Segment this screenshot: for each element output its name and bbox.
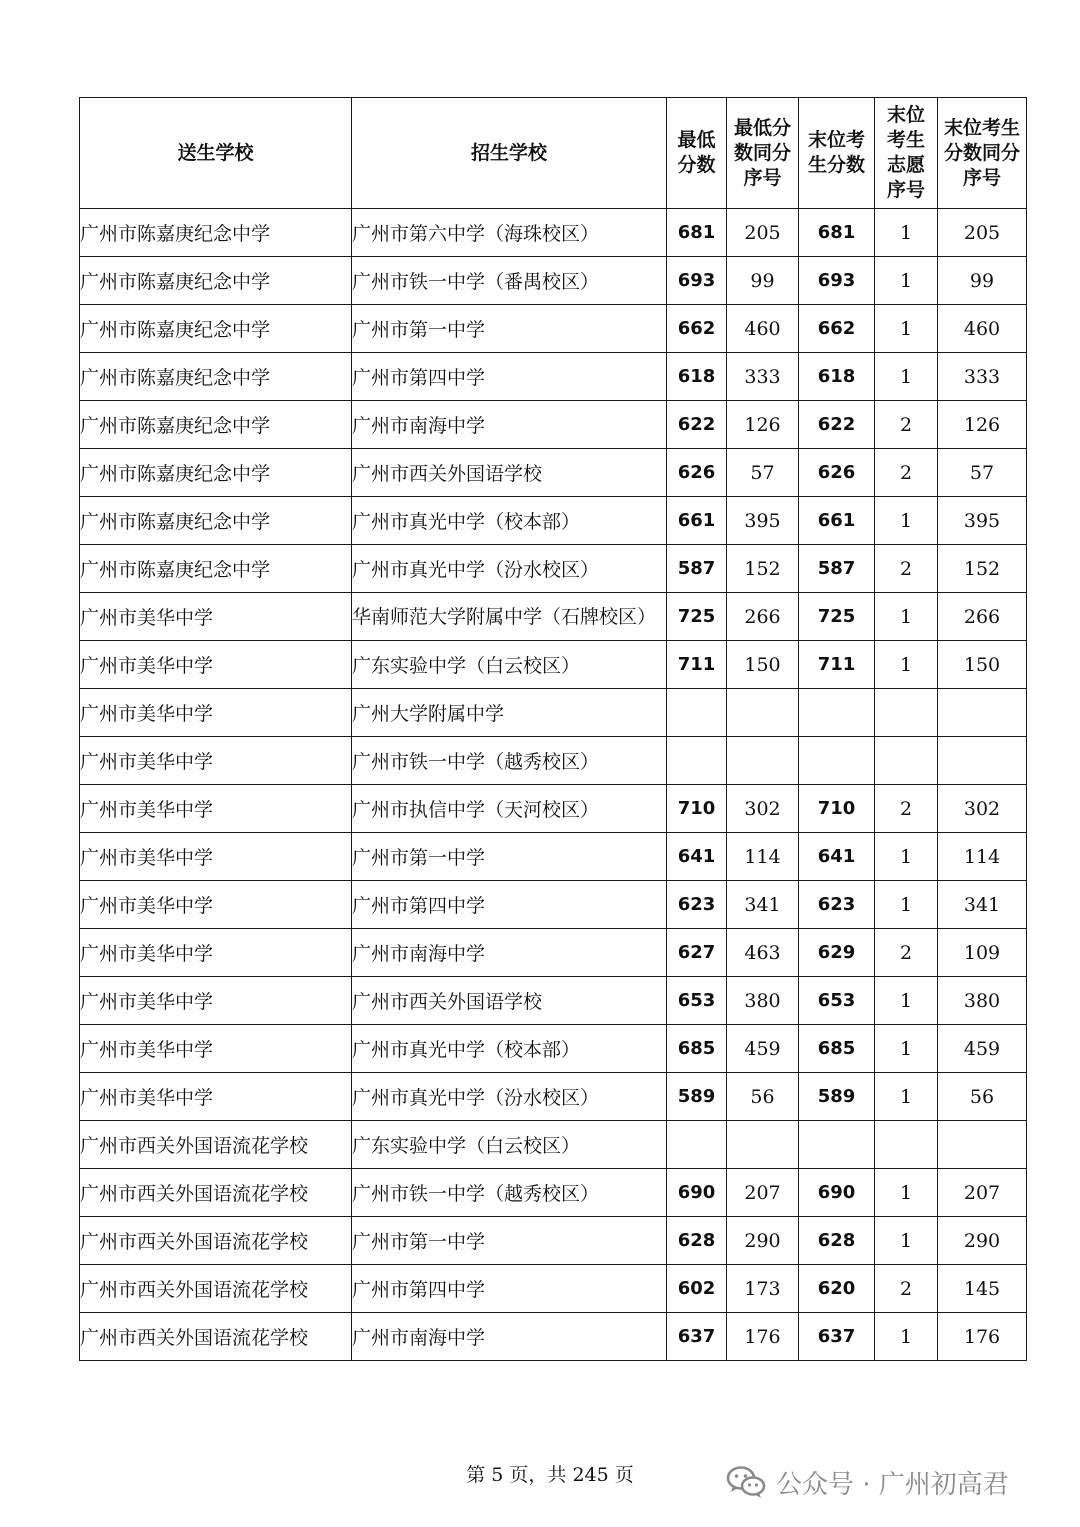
cell-last-choice: 1 [875, 881, 938, 929]
cell-min-score-rank [727, 689, 799, 737]
cell-target-school: 广州市第四中学 [352, 1265, 667, 1313]
cell-min-score-rank: 380 [727, 977, 799, 1025]
cell-target-school: 广东实验中学（白云校区） [352, 1121, 667, 1169]
page-number: 第 5 页，共 245 页 [466, 1464, 634, 1486]
cell-send-school: 广州市陈嘉庚纪念中学 [80, 449, 352, 497]
cell-min-score: 589 [667, 1073, 727, 1121]
cell-send-school: 广州市美华中学 [80, 881, 352, 929]
cell-send-school: 广州市美华中学 [80, 1025, 352, 1073]
cell-target-school: 华南师范大学附属中学（石牌校区） [352, 593, 667, 641]
cell-min-score: 627 [667, 929, 727, 977]
cell-last-score: 711 [799, 641, 875, 689]
watermark-text: 公众号 · 广州初高君 [776, 1469, 1009, 1500]
cell-min-score: 628 [667, 1217, 727, 1265]
table-row [80, 881, 1027, 929]
cell-send-school: 广州市美华中学 [80, 1073, 352, 1121]
cell-min-score-rank: 57 [727, 449, 799, 497]
cell-min-score-rank: 114 [727, 833, 799, 881]
cell-last-choice: 2 [875, 785, 938, 833]
cell-last-rank: 459 [938, 1025, 1027, 1073]
cell-last-score: 725 [799, 593, 875, 641]
cell-min-score: 618 [667, 353, 727, 401]
table-row [80, 833, 1027, 881]
header-send-school: 送生学校 [80, 98, 352, 209]
cell-last-rank: 114 [938, 833, 1027, 881]
cell-min-score-rank: 333 [727, 353, 799, 401]
cell-min-score-rank: 150 [727, 641, 799, 689]
cell-min-score-rank: 290 [727, 1217, 799, 1265]
cell-target-school: 广州市第一中学 [352, 305, 667, 353]
cell-min-score-rank: 459 [727, 1025, 799, 1073]
cell-last-choice: 1 [875, 977, 938, 1025]
cell-min-score: 662 [667, 305, 727, 353]
cell-send-school: 广州市美华中学 [80, 929, 352, 977]
cell-last-choice [875, 1121, 938, 1169]
cell-last-score [799, 1121, 875, 1169]
cell-last-rank: 150 [938, 641, 1027, 689]
table-row [80, 1265, 1027, 1313]
cell-last-rank: 99 [938, 257, 1027, 305]
table-row [80, 1073, 1027, 1121]
table-row [80, 401, 1027, 449]
cell-target-school: 广州市南海中学 [352, 1313, 667, 1361]
cell-target-school: 广州市第一中学 [352, 1217, 667, 1265]
cell-last-choice: 1 [875, 641, 938, 689]
cell-last-choice: 1 [875, 1073, 938, 1121]
cell-min-score: 710 [667, 785, 727, 833]
cell-min-score: 626 [667, 449, 727, 497]
cell-last-score: 662 [799, 305, 875, 353]
cell-min-score-rank: 395 [727, 497, 799, 545]
table-row [80, 497, 1027, 545]
table-row [80, 737, 1027, 785]
table-header-row [80, 98, 1027, 209]
cell-target-school: 广州市第四中学 [352, 353, 667, 401]
cell-min-score-rank [727, 737, 799, 785]
cell-last-choice: 1 [875, 593, 938, 641]
cell-min-score: 661 [667, 497, 727, 545]
cell-min-score-rank: 173 [727, 1265, 799, 1313]
cell-last-score: 681 [799, 209, 875, 257]
cell-send-school: 广州市陈嘉庚纪念中学 [80, 545, 352, 593]
cell-send-school: 广州市美华中学 [80, 737, 352, 785]
cell-min-score-rank: 266 [727, 593, 799, 641]
table-row [80, 1217, 1027, 1265]
cell-min-score [667, 737, 727, 785]
admissions-table [79, 97, 1027, 1361]
header-target-school: 招生学校 [352, 98, 667, 209]
table-row [80, 977, 1027, 1025]
cell-last-rank: 145 [938, 1265, 1027, 1313]
cell-send-school: 广州市西关外国语流花学校 [80, 1313, 352, 1361]
cell-target-school: 广州市铁一中学（越秀校区） [352, 737, 667, 785]
cell-target-school: 广州市真光中学（校本部） [352, 497, 667, 545]
cell-target-school: 广州市真光中学（汾水校区） [352, 545, 667, 593]
cell-min-score: 725 [667, 593, 727, 641]
cell-send-school: 广州市美华中学 [80, 977, 352, 1025]
cell-last-rank: 207 [938, 1169, 1027, 1217]
cell-last-score: 629 [799, 929, 875, 977]
cell-last-score: 637 [799, 1313, 875, 1361]
cell-last-choice: 1 [875, 833, 938, 881]
table-row [80, 785, 1027, 833]
cell-target-school: 广州市西关外国语学校 [352, 977, 667, 1025]
table-row [80, 257, 1027, 305]
table-body [80, 209, 1027, 1361]
cell-last-rank: 460 [938, 305, 1027, 353]
cell-target-school: 广州市真光中学（校本部） [352, 1025, 667, 1073]
cell-send-school: 广州市西关外国语流花学校 [80, 1265, 352, 1313]
cell-last-choice: 1 [875, 257, 938, 305]
header-last-choice: 末位考生志愿序号 [875, 98, 938, 209]
cell-last-choice [875, 737, 938, 785]
cell-target-school: 广州市西关外国语学校 [352, 449, 667, 497]
cell-last-score: 622 [799, 401, 875, 449]
table-row [80, 929, 1027, 977]
cell-min-score-rank: 126 [727, 401, 799, 449]
header-last-rank: 末位考生分数同分序号 [938, 98, 1027, 209]
table-row [80, 1169, 1027, 1217]
table-row [80, 1313, 1027, 1361]
table-row [80, 449, 1027, 497]
cell-target-school: 广州市第一中学 [352, 833, 667, 881]
cell-last-rank: 109 [938, 929, 1027, 977]
cell-last-rank: 302 [938, 785, 1027, 833]
cell-last-rank: 341 [938, 881, 1027, 929]
cell-min-score-rank: 176 [727, 1313, 799, 1361]
cell-min-score: 685 [667, 1025, 727, 1073]
cell-last-choice: 1 [875, 497, 938, 545]
cell-last-choice: 1 [875, 1217, 938, 1265]
cell-last-rank: 395 [938, 497, 1027, 545]
cell-last-choice: 1 [875, 1025, 938, 1073]
cell-target-school: 广州市南海中学 [352, 929, 667, 977]
cell-last-choice [875, 689, 938, 737]
cell-target-school: 广东实验中学（白云校区） [352, 641, 667, 689]
cell-min-score: 587 [667, 545, 727, 593]
cell-send-school: 广州市陈嘉庚纪念中学 [80, 209, 352, 257]
table-row [80, 641, 1027, 689]
table-row [80, 689, 1027, 737]
cell-last-choice: 2 [875, 1265, 938, 1313]
header-last-score: 末位考生分数 [799, 98, 875, 209]
table-row [80, 353, 1027, 401]
cell-target-school: 广州市南海中学 [352, 401, 667, 449]
cell-send-school: 广州市美华中学 [80, 641, 352, 689]
cell-last-rank: 290 [938, 1217, 1027, 1265]
cell-send-school: 广州市陈嘉庚纪念中学 [80, 401, 352, 449]
cell-min-score-rank: 152 [727, 545, 799, 593]
cell-last-rank: 56 [938, 1073, 1027, 1121]
cell-last-score: 618 [799, 353, 875, 401]
cell-target-school: 广州市真光中学（汾水校区） [352, 1073, 667, 1121]
cell-min-score: 690 [667, 1169, 727, 1217]
cell-last-score: 710 [799, 785, 875, 833]
cell-last-choice: 1 [875, 1169, 938, 1217]
cell-send-school: 广州市陈嘉庚纪念中学 [80, 497, 352, 545]
header-min-score: 最低分数 [667, 98, 727, 209]
cell-target-school: 广州市第四中学 [352, 881, 667, 929]
cell-min-score-rank: 205 [727, 209, 799, 257]
table-row [80, 593, 1027, 641]
cell-send-school: 广州市美华中学 [80, 593, 352, 641]
cell-send-school: 广州市陈嘉庚纪念中学 [80, 257, 352, 305]
cell-send-school: 广州市西关外国语流花学校 [80, 1169, 352, 1217]
cell-last-choice: 2 [875, 401, 938, 449]
cell-min-score-rank: 302 [727, 785, 799, 833]
cell-min-score-rank: 207 [727, 1169, 799, 1217]
cell-last-choice: 1 [875, 1313, 938, 1361]
watermark [726, 1460, 1009, 1504]
cell-send-school: 广州市美华中学 [80, 689, 352, 737]
cell-min-score-rank: 56 [727, 1073, 799, 1121]
cell-last-score: 620 [799, 1265, 875, 1313]
cell-last-score: 693 [799, 257, 875, 305]
cell-last-score: 685 [799, 1025, 875, 1073]
cell-target-school: 广州市铁一中学（越秀校区） [352, 1169, 667, 1217]
cell-send-school: 广州市西关外国语流花学校 [80, 1121, 352, 1169]
cell-min-score [667, 1121, 727, 1169]
cell-last-score: 587 [799, 545, 875, 593]
cell-last-choice: 1 [875, 305, 938, 353]
cell-last-choice: 2 [875, 929, 938, 977]
table-row [80, 1121, 1027, 1169]
cell-min-score-rank: 99 [727, 257, 799, 305]
cell-min-score: 653 [667, 977, 727, 1025]
cell-min-score-rank: 341 [727, 881, 799, 929]
cell-min-score: 711 [667, 641, 727, 689]
cell-send-school: 广州市陈嘉庚纪念中学 [80, 353, 352, 401]
cell-min-score-rank: 460 [727, 305, 799, 353]
cell-last-score: 628 [799, 1217, 875, 1265]
cell-last-score: 626 [799, 449, 875, 497]
cell-last-rank: 126 [938, 401, 1027, 449]
cell-last-rank [938, 689, 1027, 737]
cell-last-score: 653 [799, 977, 875, 1025]
cell-min-score-rank [727, 1121, 799, 1169]
cell-last-choice: 2 [875, 449, 938, 497]
cell-send-school: 广州市美华中学 [80, 785, 352, 833]
cell-min-score: 602 [667, 1265, 727, 1313]
cell-last-rank: 176 [938, 1313, 1027, 1361]
cell-last-score [799, 737, 875, 785]
cell-last-choice: 2 [875, 545, 938, 593]
cell-last-score: 589 [799, 1073, 875, 1121]
cell-target-school: 广州大学附属中学 [352, 689, 667, 737]
cell-min-score: 693 [667, 257, 727, 305]
table-row [80, 1025, 1027, 1073]
table-row [80, 209, 1027, 257]
cell-target-school: 广州市铁一中学（番禺校区） [352, 257, 667, 305]
cell-min-score [667, 689, 727, 737]
cell-target-school: 广州市第六中学（海珠校区） [352, 209, 667, 257]
table-row [80, 305, 1027, 353]
cell-min-score: 623 [667, 881, 727, 929]
cell-last-score: 661 [799, 497, 875, 545]
cell-send-school: 广州市西关外国语流花学校 [80, 1217, 352, 1265]
cell-min-score: 622 [667, 401, 727, 449]
cell-last-rank: 57 [938, 449, 1027, 497]
header-min-score-rank: 最低分数同分序号 [727, 98, 799, 209]
cell-last-score [799, 689, 875, 737]
cell-last-score: 623 [799, 881, 875, 929]
cell-send-school: 广州市美华中学 [80, 833, 352, 881]
cell-min-score-rank: 463 [727, 929, 799, 977]
cell-min-score: 641 [667, 833, 727, 881]
cell-last-rank [938, 1121, 1027, 1169]
cell-last-rank: 205 [938, 209, 1027, 257]
cell-last-choice: 1 [875, 209, 938, 257]
cell-last-score: 641 [799, 833, 875, 881]
cell-send-school: 广州市陈嘉庚纪念中学 [80, 305, 352, 353]
cell-target-school: 广州市执信中学（天河校区） [352, 785, 667, 833]
cell-last-rank: 266 [938, 593, 1027, 641]
cell-last-rank: 380 [938, 977, 1027, 1025]
cell-last-choice: 1 [875, 353, 938, 401]
wechat-icon [726, 1465, 766, 1499]
cell-last-rank: 152 [938, 545, 1027, 593]
cell-min-score: 637 [667, 1313, 727, 1361]
cell-last-rank [938, 737, 1027, 785]
cell-last-rank: 333 [938, 353, 1027, 401]
cell-last-score: 690 [799, 1169, 875, 1217]
table-row [80, 545, 1027, 593]
cell-min-score: 681 [667, 209, 727, 257]
